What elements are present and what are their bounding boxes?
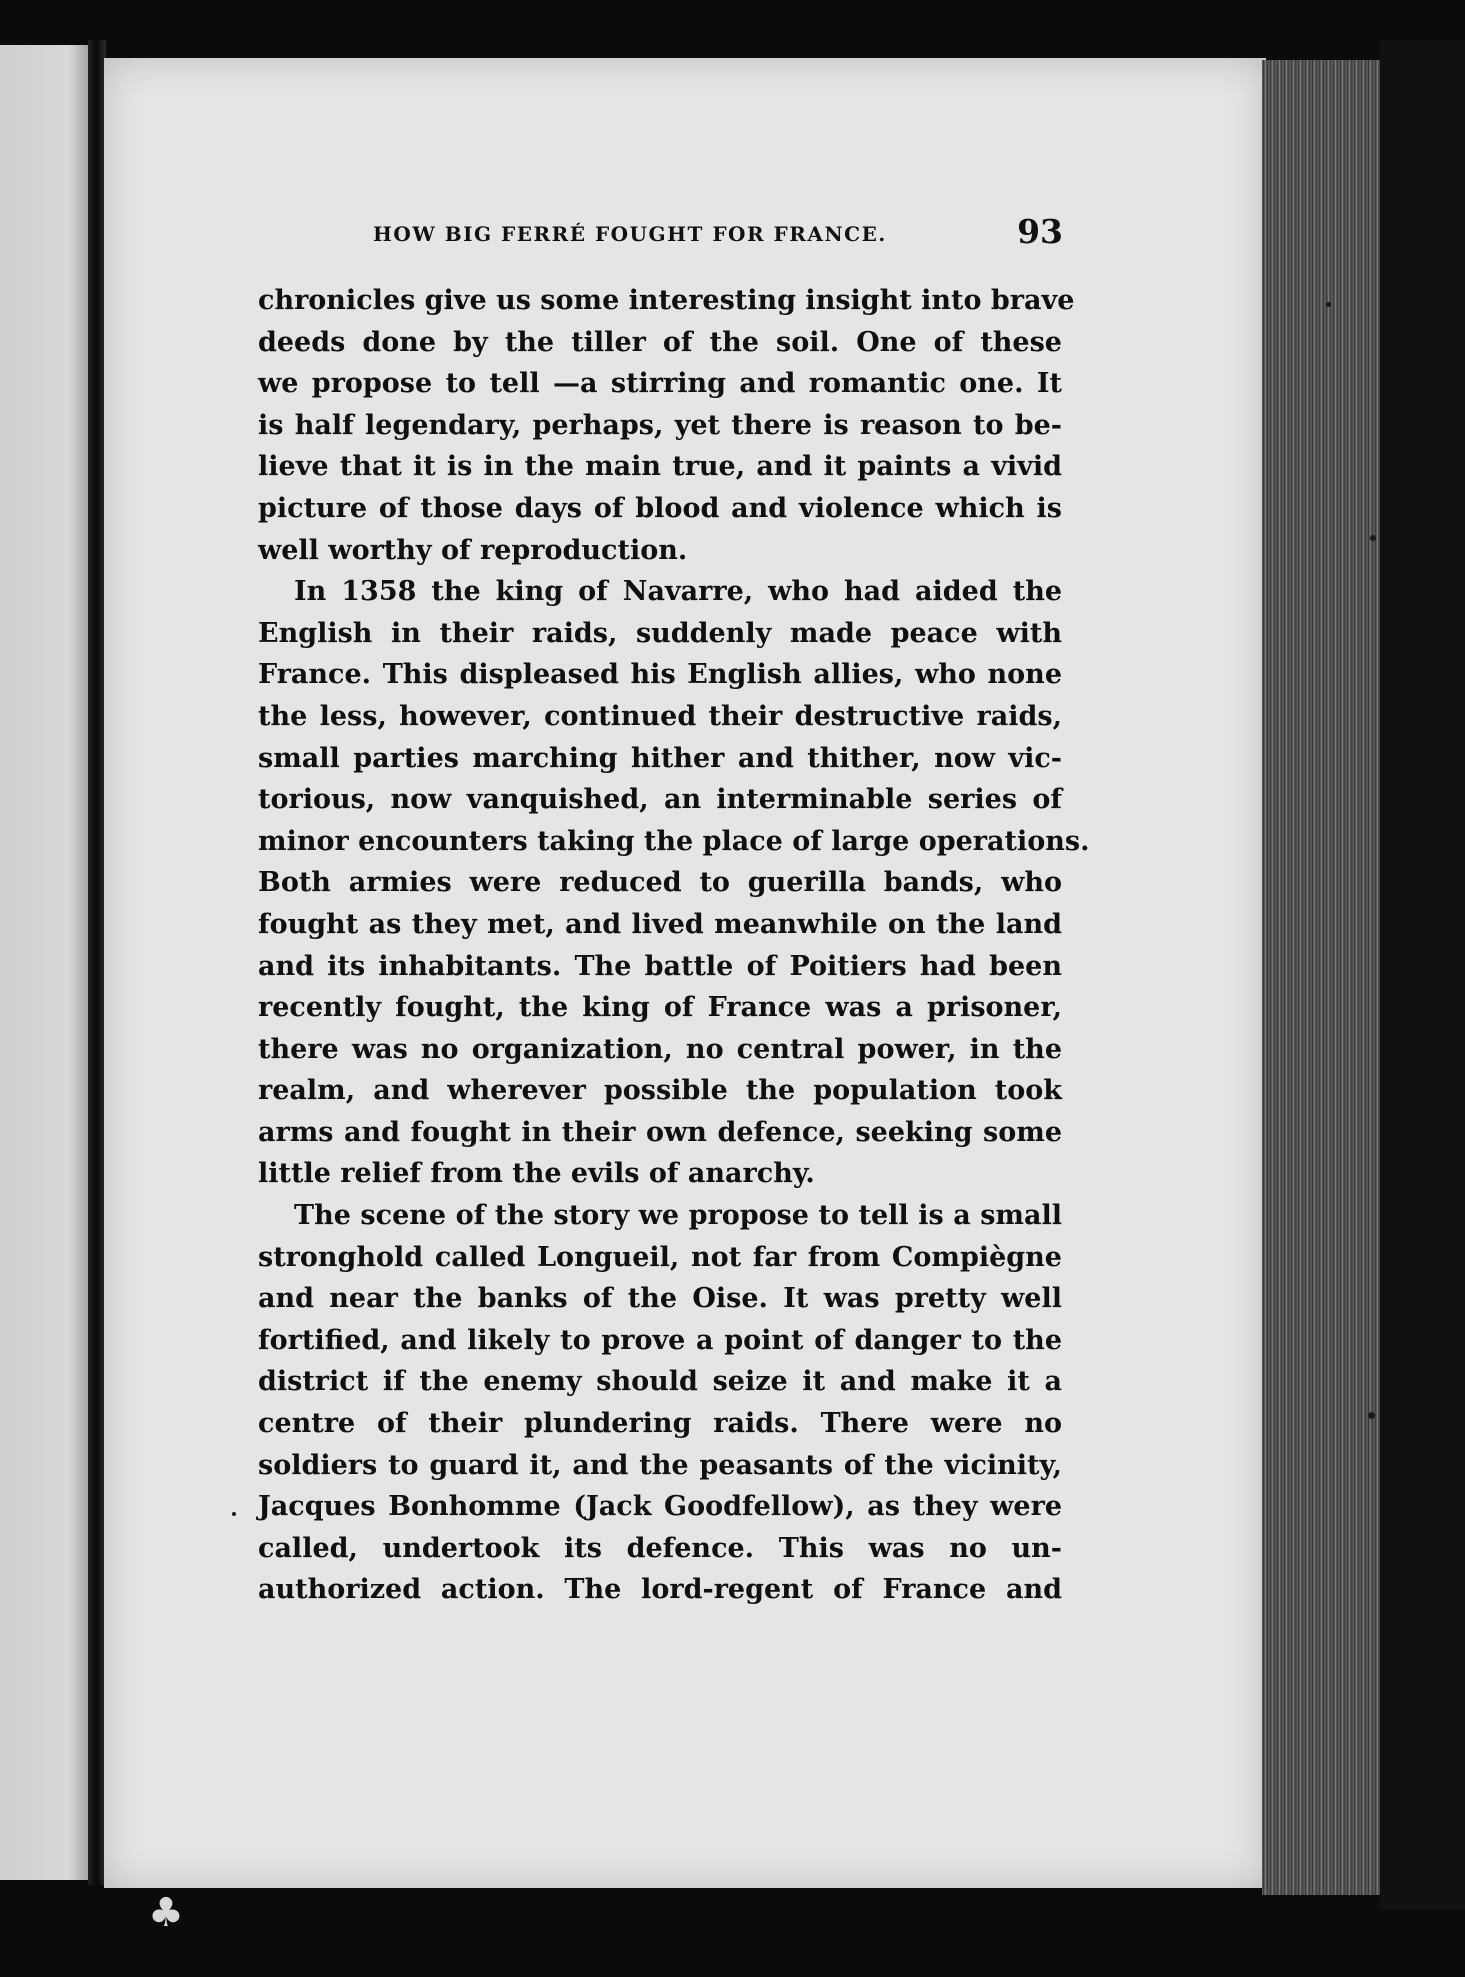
text-line: France. This displeased his English allies, who none xyxy=(258,659,1062,691)
text-line: called, undertook its defence. This was no un- xyxy=(258,1532,1062,1564)
scan-speck xyxy=(232,1512,236,1516)
text-line: English in their raids, suddenly made peace with xyxy=(258,617,1062,649)
text-line: centre of their plundering raids. There were no xyxy=(258,1408,1062,1440)
text-line: soldiers to guard it, and the peasants of the vicinity, xyxy=(258,1449,1062,1481)
text-line: realm, and wherever possible the population took xyxy=(258,1075,1062,1107)
text-line: fought as they met, and lived meanwhile on the land xyxy=(258,908,1062,940)
text-line: the less, however, continued their destructive raids, xyxy=(258,700,1062,732)
text-line: picture of those days of blood and violence which is xyxy=(258,492,1062,524)
text-line: there was no organization, no central power, in the xyxy=(258,1033,1062,1065)
book-cover-edge xyxy=(1380,40,1465,1910)
text-line: we propose to tell —a stirring and romantic one. It xyxy=(258,368,1062,400)
scan-speck xyxy=(1370,535,1376,541)
text-line: small parties marching hither and thither, now vic- xyxy=(258,742,1062,774)
text-line: chronicles give us some interesting insight into brave xyxy=(258,285,1075,316)
text-line: arms and fought in their own defence, seeking some xyxy=(258,1116,1062,1148)
page-header xyxy=(373,212,1063,252)
text-line: Jacques Bonhomme (Jack Goodfellow), as they were xyxy=(258,1491,1062,1523)
text-line: Both armies were reduced to guerilla bands, who xyxy=(258,867,1062,899)
text-line: and near the banks of the Oise. It was pretty well xyxy=(258,1283,1062,1315)
text-line: torious, now vanquished, an interminable series of xyxy=(258,784,1062,816)
text-line: deeds done by the tiller of the soil. One of these xyxy=(258,326,1062,358)
paragraph-first-line: The scene of the story we propose to tell is a small xyxy=(294,1200,1062,1232)
page-block-edge xyxy=(1262,60,1382,1895)
text-line: district if the enemy should seize it and make it a xyxy=(258,1366,1062,1398)
text-line: well worthy of reproduction. xyxy=(258,534,688,566)
running-head: HOW BIG FERRÉ FOUGHT FOR FRANCE. xyxy=(373,222,887,246)
text-line: and its inhabitants. The battle of Poitiers had been xyxy=(258,950,1062,982)
body-text xyxy=(258,280,1090,1611)
text-line: is half legendary, perhaps, yet there is reason to be- xyxy=(258,409,1062,441)
text-line: little relief from the evils of anarchy. xyxy=(258,1158,815,1190)
text-line: fortified, and likely to prove a point of danger to the xyxy=(258,1324,1062,1356)
previous-page-edge xyxy=(0,45,92,1880)
text-line: recently fought, the king of France was a prisoner, xyxy=(258,992,1062,1024)
scan-speck xyxy=(1326,302,1331,307)
scan-mark-icon: ♣ xyxy=(148,1890,184,1936)
page-number: 93 xyxy=(1017,212,1063,251)
text-line: authorized action. The lord-regent of France and xyxy=(258,1574,1062,1606)
text-line: lieve that it is in the main true, and it paints a vivid xyxy=(258,451,1062,483)
scan-speck xyxy=(1368,1412,1375,1419)
paragraph-first-line: In 1358 the king of Navarre, who had aided the xyxy=(294,576,1062,608)
text-line: minor encounters taking the place of large operations. xyxy=(258,825,1090,857)
text-line: stronghold called Longueil, not far from Compiègne xyxy=(258,1241,1062,1273)
